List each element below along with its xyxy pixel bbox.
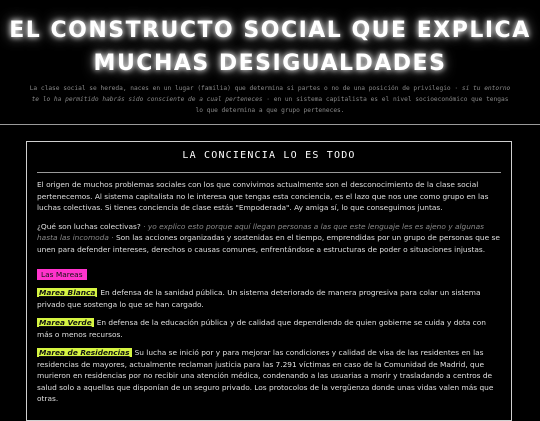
paragraph-intro: El origen de muchos problemas sociales con los que convivimos actualmente son el desconocimiento de la clase social pertenecemos. Al sistema capitalista no le interesa que tengas esta conciencia, es el lazo que nos une como grupo en las luchas colectivas. Si tienes conciencia de clase estás "Empoderada". Ay amiga sí, lo que conseguimos juntas. xyxy=(37,180,489,212)
section-divider xyxy=(37,172,501,173)
marea-name: Marea Verde xyxy=(39,318,92,327)
question-answer: Son las acciones organizadas y sostenidas en el tiempo, emprendidas por un grupo de personas que se unen para defender intereses, derechos o causas comunes, enfrentándose a estructuras de poder o situaciones injustas. xyxy=(37,233,500,254)
content-card xyxy=(26,141,512,421)
section-title: LA CONCIENCIA LO ES TODO xyxy=(182,150,356,161)
divider xyxy=(0,124,540,125)
page-title xyxy=(0,14,540,80)
marea-item xyxy=(37,347,501,405)
paragraph-question xyxy=(37,221,501,256)
intro-part-1: La clase social se hereda, naces en un lugar (familia) que determina si partes o no de una posición de privilegio · xyxy=(29,85,459,92)
intro-text xyxy=(26,83,514,116)
marea-item xyxy=(37,317,501,340)
title-line-2: MUCHAS DESIGUALDADES xyxy=(93,51,447,76)
marea-text: En defensa de la educación pública y de calidad que dependiendo de quien gobierne se cuida y dota con más o menos recursos. xyxy=(37,318,486,339)
marea-item xyxy=(37,287,501,310)
marea-name: Marea de Residencias xyxy=(39,348,130,357)
question-aside: · yo explico esto porque aquí llegan personas a las que este lenguaje les es ajeno y algunas hasta las incomoda · xyxy=(37,221,484,242)
marea-name: Marea Blanca xyxy=(39,288,96,297)
intro-aside: si tu entorno te lo ha permitido habrás sido consciente de a cual perteneces xyxy=(31,85,511,103)
marea-text: En defensa de la sanidad pública. Un sistema deteriorado de manera progresiva para colar un sistema privado que sostenga lo que se han cargado. xyxy=(37,288,481,309)
question-text: ¿Qué son luchas colectivas? xyxy=(37,221,141,231)
mareas-tag: Las Mareas xyxy=(37,269,87,280)
intro-part-2: · en un sistema capitalista es el nivel socioeconómico que tengas lo que determina a que grupo perteneces. xyxy=(195,96,509,114)
title-line-1: EL CONSTRUCTO SOCIAL QUE EXPLICA xyxy=(9,18,531,43)
marea-text: Su lucha se inició por y para mejorar las condiciones y calidad de visa de las residentes en las residencias de mayores, actualmente reclaman justicia para las 7.291 víctimas en caso de la Comunidad de Madrid, que murieron en residencias por no recibir una atención médica, condenando a las usuarias a morir y trasladando a centros de salud solo a aquellas que disponían de un seguro privado. Los protocolos de la vergüenza donde unas vidas valen más que otras. xyxy=(37,348,494,403)
